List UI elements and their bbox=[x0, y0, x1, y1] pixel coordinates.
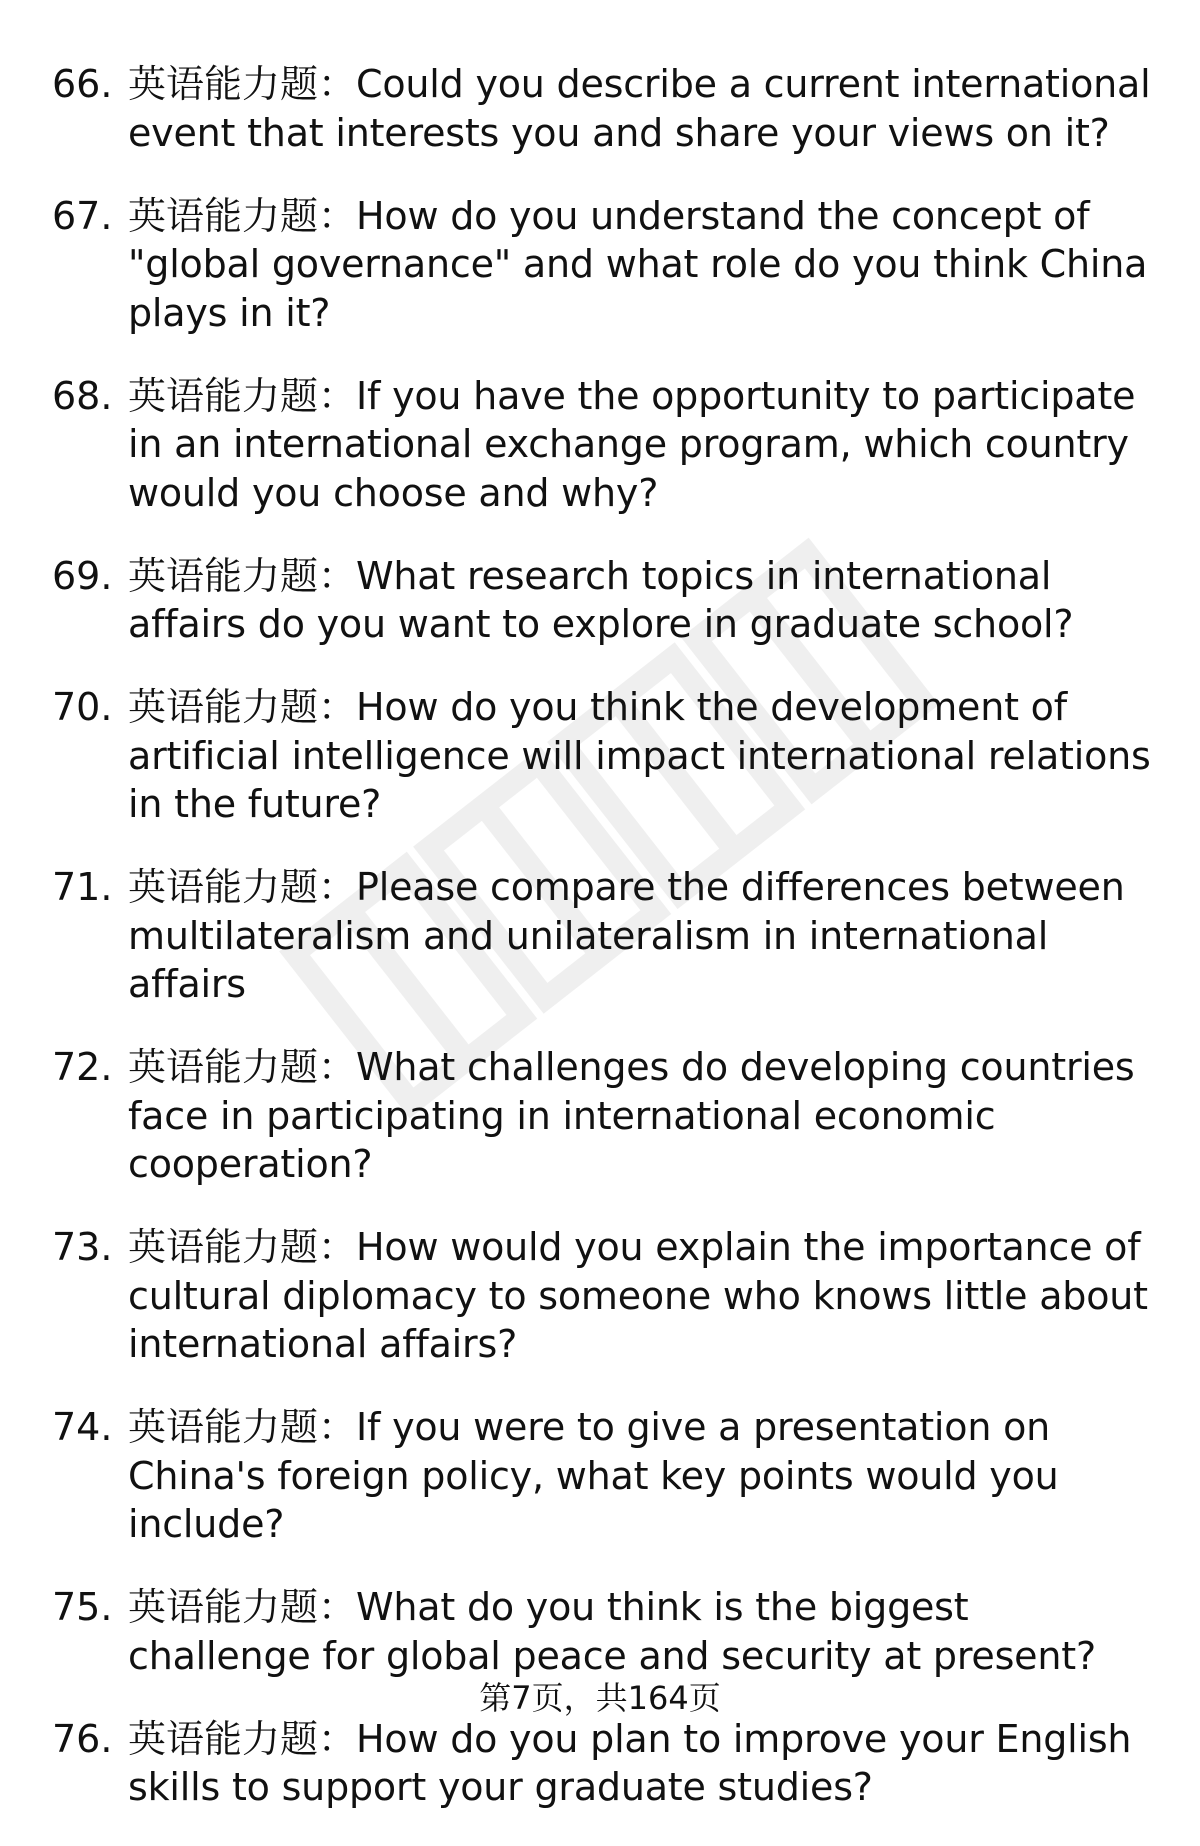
question-category: 英语能力题： bbox=[128, 193, 357, 238]
question-category: 英语能力题： bbox=[128, 553, 357, 598]
question-category: 英语能力题： bbox=[128, 1225, 357, 1269]
question-text: If you were to give a presentation on China's foreign policy, what key points would you include? bbox=[128, 1405, 1059, 1546]
question-text: How do you understand the concept of "global governance" and what role do you think China plays in it? bbox=[128, 193, 1148, 335]
question-body bbox=[128, 1043, 1162, 1189]
question-item bbox=[52, 552, 1162, 649]
question-text: How do you think the development of artificial intelligence will impact international relations in the future? bbox=[128, 685, 1151, 826]
question-item bbox=[52, 60, 1162, 157]
question-category: 英语能力题： bbox=[128, 865, 357, 909]
question-text: If you have the opportunity to participate in an international exchange program, which country would you choose and why? bbox=[128, 373, 1136, 515]
question-number: 68. bbox=[52, 373, 113, 418]
question-item bbox=[52, 192, 1162, 338]
question-body bbox=[128, 683, 1162, 829]
question-number: 75. bbox=[52, 1585, 113, 1629]
question-number: 69. bbox=[52, 553, 113, 598]
question-text: What challenges do developing countries face in participating in international economic cooperation? bbox=[128, 1045, 1135, 1186]
question-item bbox=[52, 1403, 1162, 1549]
question-item bbox=[52, 1043, 1162, 1189]
question-body bbox=[128, 372, 1162, 518]
question-category: 英语能力题： bbox=[128, 373, 357, 418]
question-body bbox=[128, 1223, 1162, 1369]
question-text: What research topics in international affairs do you want to explore in graduate school? bbox=[128, 553, 1074, 646]
question-text: How would you explain the importance of cultural diplomacy to someone who knows little about international affairs? bbox=[128, 1225, 1148, 1366]
question-number: 67. bbox=[52, 193, 113, 238]
question-number: 73. bbox=[52, 1225, 113, 1269]
question-category: 英语能力题： bbox=[128, 1716, 357, 1761]
question-body bbox=[128, 863, 1162, 1009]
question-category: 英语能力题： bbox=[128, 1405, 357, 1449]
question-number: 74. bbox=[52, 1405, 113, 1449]
question-item bbox=[52, 1583, 1162, 1680]
question-text: What do you think is the biggest challenge for global peace and security at present? bbox=[128, 1585, 1096, 1678]
question-number: 70. bbox=[52, 685, 113, 729]
question-number: 72. bbox=[52, 1045, 113, 1089]
question-number: 71. bbox=[52, 865, 113, 909]
question-item bbox=[52, 1715, 1162, 1812]
question-body bbox=[128, 192, 1162, 338]
question-item bbox=[52, 1223, 1162, 1369]
question-item bbox=[52, 372, 1162, 518]
question-category: 英语能力题： bbox=[128, 1585, 357, 1629]
question-item bbox=[52, 683, 1162, 829]
question-text: Could you describe a current international event that interests you and share your views on it? bbox=[128, 62, 1151, 155]
question-list bbox=[52, 60, 1162, 1846]
question-text: Please compare the differences between multilateralism and unilateralism in international affairs bbox=[128, 865, 1125, 1006]
page-indicator: 第7页，共164页 bbox=[479, 1679, 721, 1717]
question-body bbox=[128, 1583, 1162, 1680]
question-number: 66. bbox=[52, 62, 113, 106]
question-category: 英语能力题： bbox=[128, 685, 357, 729]
question-body bbox=[128, 60, 1162, 157]
question-text: How do you plan to improve your English skills to support your graduate studies? bbox=[128, 1716, 1132, 1809]
question-body bbox=[128, 552, 1162, 649]
question-body bbox=[128, 1715, 1162, 1812]
question-item bbox=[52, 863, 1162, 1009]
question-category: 英语能力题： bbox=[128, 1045, 357, 1089]
question-category: 英语能力题： bbox=[128, 62, 357, 106]
question-number: 76. bbox=[52, 1716, 113, 1761]
question-body bbox=[128, 1403, 1162, 1549]
